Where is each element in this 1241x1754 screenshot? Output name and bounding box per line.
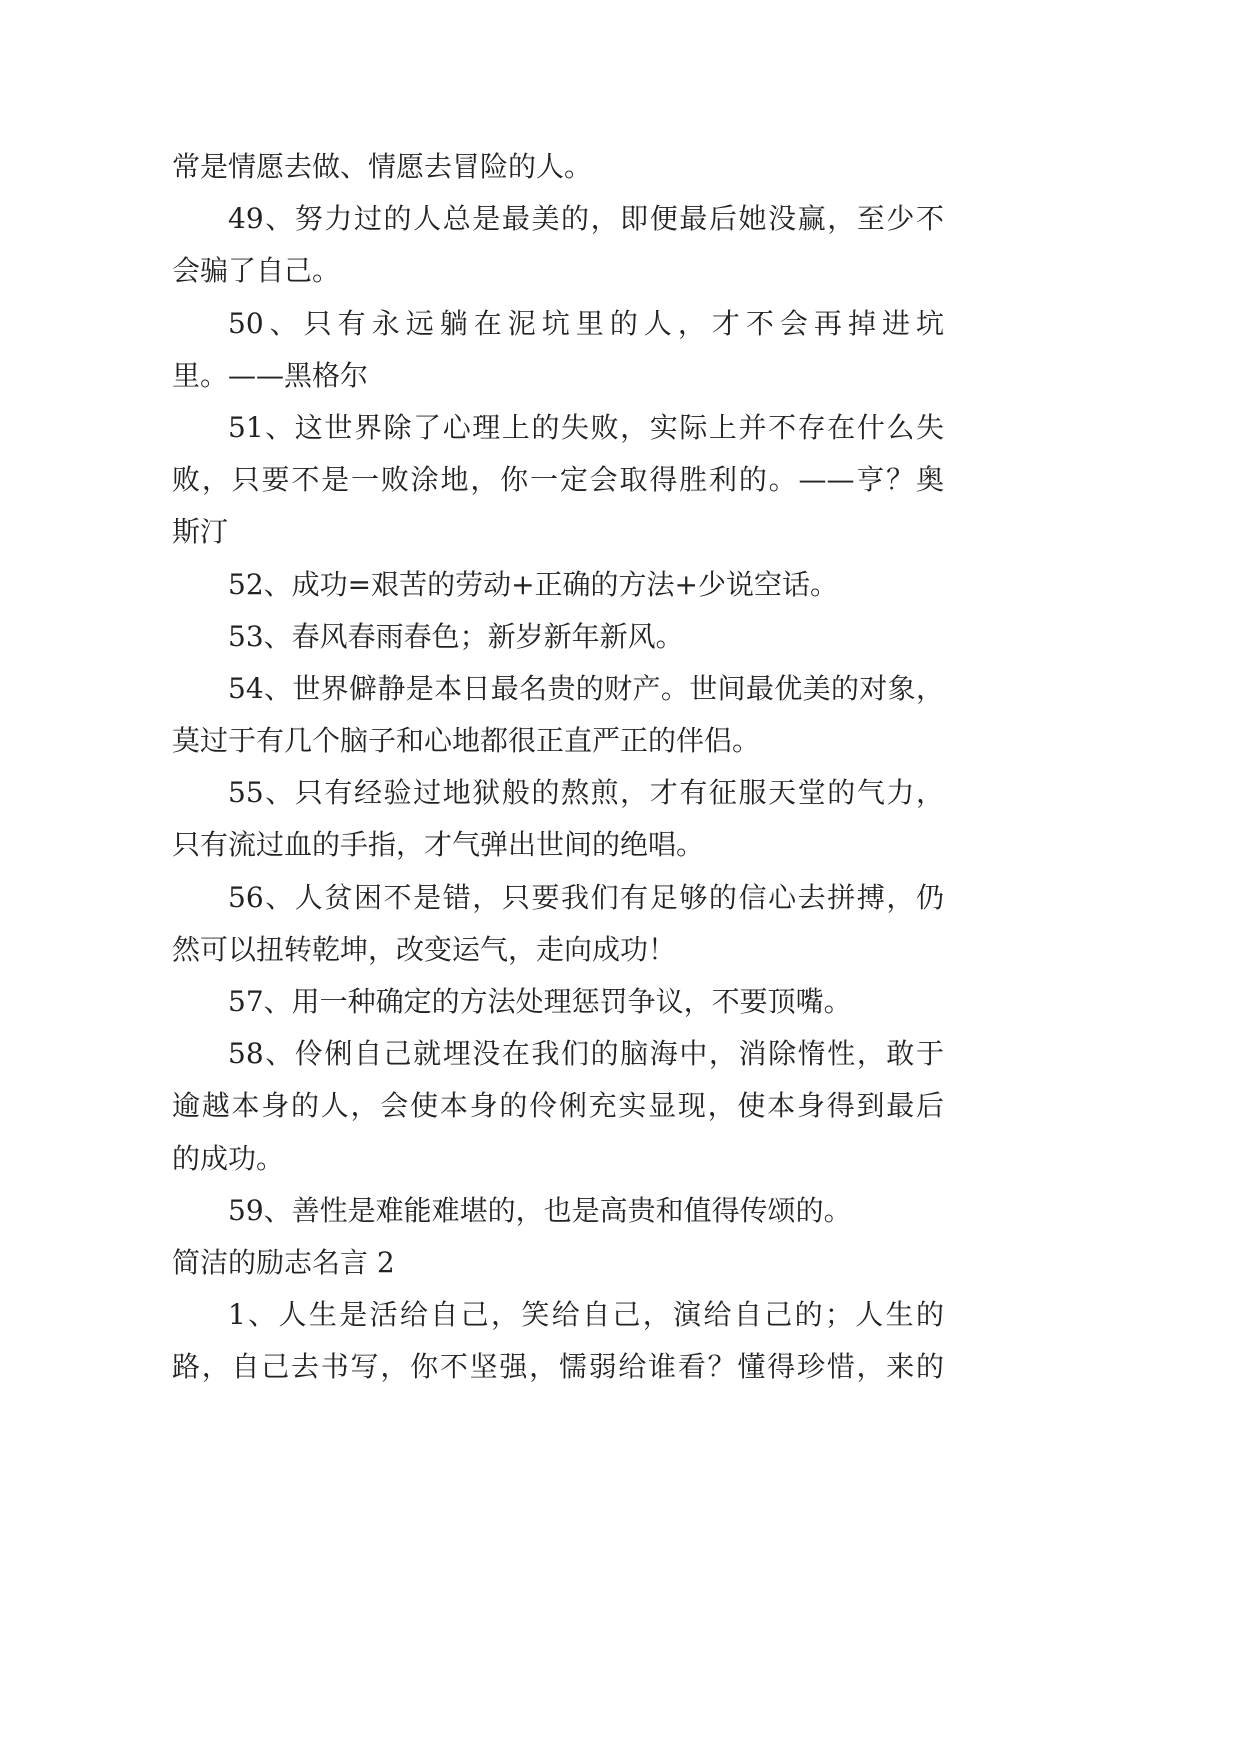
continuation-line: 常是情愿去做、情愿去冒险的人。 bbox=[172, 150, 593, 183]
quote-57 bbox=[172, 976, 944, 1028]
quote-line: 败，只要不是一败涂地，你一定会取得胜利的。——亨？奥 bbox=[172, 463, 944, 497]
quote-line: 58、伶俐自己就埋没在我们的脑海中，消除惰性，敢于 bbox=[228, 1037, 944, 1071]
quote-line: 52、成功=艰苦的劳动+正确的方法+少说空话。 bbox=[228, 567, 839, 601]
quote-line: 59、善性是难能难堪的，也是高贵和值得传颂的。 bbox=[228, 1193, 852, 1227]
document-body bbox=[172, 141, 944, 1394]
section-heading: 简洁的励志名言 2 bbox=[172, 1245, 395, 1279]
quote-line: 的成功。 bbox=[172, 1141, 285, 1175]
quote-line: 里。——黑格尔 bbox=[172, 358, 369, 392]
quote-line: 路，自己去书写，你不坚强，懦弱给谁看？懂得珍惜，来的 bbox=[172, 1350, 944, 1384]
quote-58 bbox=[172, 1028, 944, 1185]
quote-line: 49、努力过的人总是最美的，即便最后她没赢，至少不 bbox=[228, 202, 944, 236]
quote-line: 逾越本身的人，会使本身的伶俐充实显现，使本身得到最后 bbox=[172, 1089, 944, 1123]
quote-line: 斯汀 bbox=[172, 515, 229, 549]
quote-line: 56、人贫困不是错，只要我们有足够的信心去拼搏，仍 bbox=[228, 880, 944, 914]
quote-line: 然可以扭转乾坤，改变运气，走向成功！ bbox=[172, 932, 677, 966]
section-quote-1 bbox=[172, 1289, 944, 1393]
quote-line: 1、人生是活给自己，笑给自己，演给自己的；人生的 bbox=[228, 1298, 944, 1332]
quote-line: 51、这世界除了心理上的失败，实际上并不存在什么失 bbox=[228, 410, 944, 444]
quote-53 bbox=[172, 611, 944, 663]
quote-line: 只有流过血的手指，才气弹出世间的绝唱。 bbox=[172, 828, 705, 862]
quote-line: 54、世界僻静是本日最名贵的财产。世间最优美的对象， bbox=[228, 671, 944, 705]
quote-55 bbox=[172, 767, 944, 871]
quote-line: 53、春风春雨春色；新岁新年新风。 bbox=[228, 619, 684, 653]
quote-line: 50、只有永远躺在泥坑里的人，才不会再掉进坑 bbox=[228, 306, 944, 340]
quote-51 bbox=[172, 402, 944, 559]
quote-54 bbox=[172, 663, 944, 767]
quote-line: 会骗了自己。 bbox=[172, 254, 341, 288]
quote-50 bbox=[172, 298, 944, 402]
quote-52 bbox=[172, 559, 944, 611]
quote-line: 55、只有经验过地狱般的熬煎，才有征服天堂的气力， bbox=[228, 776, 944, 810]
quote-line: 57、用一种确定的方法处理惩罚争议，不要顶嘴。 bbox=[228, 985, 852, 1018]
quote-59 bbox=[172, 1185, 944, 1237]
quote-56 bbox=[172, 872, 944, 976]
quote-49 bbox=[172, 193, 944, 297]
quote-line: 莫过于有几个脑子和心地都很正直严正的伴侣。 bbox=[172, 724, 761, 758]
